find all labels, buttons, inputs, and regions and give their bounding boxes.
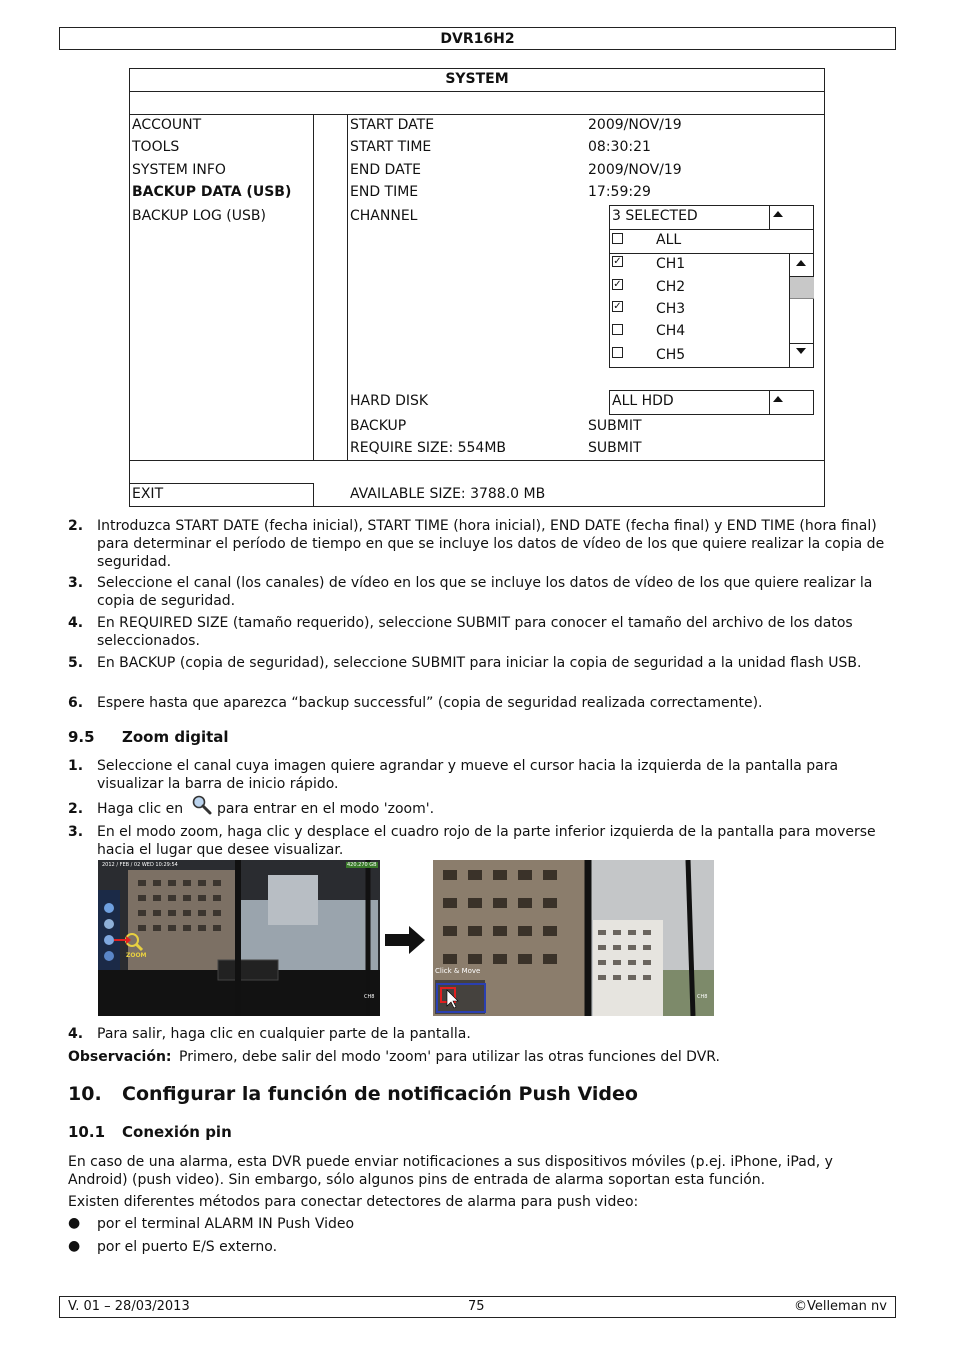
step-text: En el modo zoom, haga clic y desplace el cuadro rojo de la parte inferior izquierda de la pantalla para moverse hacia el lugar que desee visualizar.	[97, 824, 876, 858]
channel-all-row[interactable]	[609, 229, 814, 254]
step-number: 1.	[68, 758, 84, 774]
menu-item-backup-log[interactable]: BACKUP LOG (USB)	[132, 208, 266, 224]
step-text: Para salir, haga clic en cualquier parte de la pantalla.	[97, 1026, 471, 1042]
menu-item-backup-data[interactable]: BACKUP DATA (USB)	[132, 184, 292, 200]
footer-version: V. 01 – 28/03/2013	[68, 1299, 190, 1314]
require-size-submit-button[interactable]: SUBMIT	[588, 440, 642, 456]
screenshot-channel: CH8	[697, 994, 708, 1000]
chapter-number: 10.	[68, 1083, 102, 1105]
checkbox-checked-icon[interactable]: ✓	[613, 301, 622, 312]
system-title: SYSTEM	[130, 69, 824, 92]
channel-item: CH2	[656, 279, 686, 295]
step-text: Seleccione el canal (los canales) de vídeo en los que se incluye los datos de vídeo de los que quiere realizar la copia de seguridad.	[97, 575, 873, 609]
require-size-label: REQUIRE SIZE: 554MB	[350, 440, 507, 456]
end-time-value[interactable]: 17:59:29	[588, 184, 651, 200]
section-title: Zoom digital	[122, 728, 229, 746]
menu-item-system-info[interactable]: SYSTEM INFO	[132, 162, 226, 178]
available-size: AVAILABLE SIZE: 3788.0 MB	[350, 486, 546, 502]
screenshot-click-move: Click & Move	[435, 967, 481, 975]
step-text-after: para entrar en el modo 'zoom'.	[217, 801, 435, 817]
screenshot-datetime: 2012 / FEB / 02 WED 10:29:54	[102, 862, 178, 868]
section-title: Conexión pin	[122, 1123, 232, 1141]
checkbox-icon[interactable]	[612, 347, 623, 358]
menu-item-account[interactable]: ACCOUNT	[132, 117, 202, 133]
paragraph: Existen diferentes métodos para conectar detectores de alarma para push video:	[68, 1194, 639, 1210]
channel-selected-value: 3 SELECTED	[612, 208, 698, 224]
note-text: Primero, debe salir del modo 'zoom' para utilizar las otras funciones del DVR.	[179, 1049, 720, 1065]
step-number: 2.	[68, 518, 84, 534]
end-date-value[interactable]: 2009/NOV/19	[588, 162, 682, 178]
bullet-item: por el terminal ALARM IN Push Video	[97, 1216, 355, 1232]
step-number: 3.	[68, 824, 84, 840]
chapter-title: Configurar la función de notificación Push Video	[122, 1083, 638, 1105]
footer-page-number: 75	[468, 1299, 485, 1314]
step-text: Introduzca START DATE (fecha inicial), START TIME (hora inicial), END DATE (fecha final) y END TIME (hora final) para determinar el período de tiempo en que se incluye los datos de vídeo de los que quiere realizar la copia de seguridad.	[97, 518, 885, 570]
screenshot-zoom-label: ZOOM	[126, 952, 147, 959]
end-time-label: END TIME	[350, 184, 419, 200]
scrollbar-thumb[interactable]	[790, 277, 814, 299]
screenshot-hdd: 420.270 GB	[347, 862, 377, 868]
scroll-up-arrow-icon[interactable]	[796, 260, 806, 266]
channel-all-label: ALL	[656, 232, 682, 248]
channel-item: CH1	[656, 256, 686, 272]
exit-label: EXIT	[132, 486, 164, 502]
channel-label: CHANNEL	[350, 208, 418, 224]
backup-submit-button[interactable]: SUBMIT	[588, 418, 642, 434]
step-number: 4.	[68, 1026, 84, 1042]
backup-label: BACKUP	[350, 418, 407, 434]
zoom-screenshot-before	[98, 860, 380, 1016]
step-number: 2.	[68, 801, 84, 817]
channel-item: CH3	[656, 301, 686, 317]
menu-item-tools[interactable]: TOOLS	[132, 139, 180, 155]
section-number: 9.5	[68, 728, 95, 746]
step-text: Seleccione el canal cuya imagen quiere agrandar y mueve el cursor hacia la izquierda de la pantalla para visualizar la barra de inicio rápido.	[97, 758, 839, 792]
screenshot-channel: CH8	[364, 994, 375, 1000]
step-text: En BACKUP (copia de seguridad), seleccione SUBMIT para iniciar la copia de seguridad a la unidad flash USB.	[97, 655, 862, 671]
start-date-value[interactable]: 2009/NOV/19	[588, 117, 682, 133]
magnifier-icon	[191, 795, 213, 815]
checkbox-icon[interactable]	[612, 324, 623, 335]
section-number: 10.1	[68, 1123, 106, 1141]
step-text-before: Haga clic en	[97, 801, 184, 817]
step-number: 6.	[68, 695, 84, 711]
step-text: Espere hasta que aparezca “backup successful” (copia de seguridad realizada correctamente).	[97, 695, 763, 711]
channel-list	[609, 253, 814, 368]
dropdown-up-arrow-icon[interactable]	[773, 396, 783, 402]
checkbox-checked-icon[interactable]: ✓	[613, 279, 622, 290]
step-number: 3.	[68, 575, 84, 591]
paragraph: En caso de una alarma, esta DVR puede enviar notificaciones a sus dispositivos móviles (p.ej. iPhone, iPad, y Android) (push video). Sin embargo, sólo algunos pins de entrada de alarma soportan esta función.	[68, 1154, 833, 1188]
step-number: 5.	[68, 655, 84, 671]
checkbox-checked-icon[interactable]: ✓	[613, 256, 622, 267]
channel-item: CH5	[656, 347, 686, 363]
channel-item: CH4	[656, 323, 686, 339]
note-label: Observación:	[68, 1049, 172, 1065]
document-footer	[59, 1296, 896, 1318]
bullet-icon: ●	[68, 1238, 81, 1254]
bullet-icon: ●	[68, 1215, 81, 1231]
bullet-item: por el puerto E/S externo.	[97, 1239, 278, 1255]
checkbox-icon[interactable]	[612, 233, 623, 244]
document-header: DVR16H2	[59, 27, 896, 50]
step-number: 4.	[68, 615, 84, 631]
start-date-label: START DATE	[350, 117, 435, 133]
zoom-screenshot-after	[433, 860, 714, 1016]
scroll-down-arrow-icon[interactable]	[796, 348, 806, 354]
footer-company: ©Velleman nv	[793, 1299, 887, 1314]
start-time-label: START TIME	[350, 139, 432, 155]
hard-disk-label: HARD DISK	[350, 393, 429, 409]
right-arrow-icon	[385, 926, 425, 954]
step-text: En REQUIRED SIZE (tamaño requerido), seleccione SUBMIT para conocer el tamaño del archivo de los datos seleccionados.	[97, 615, 853, 649]
end-date-label: END DATE	[350, 162, 421, 178]
dropdown-up-arrow-icon[interactable]	[773, 211, 783, 217]
hard-disk-value: ALL HDD	[612, 393, 674, 409]
start-time-value[interactable]: 08:30:21	[588, 139, 651, 155]
